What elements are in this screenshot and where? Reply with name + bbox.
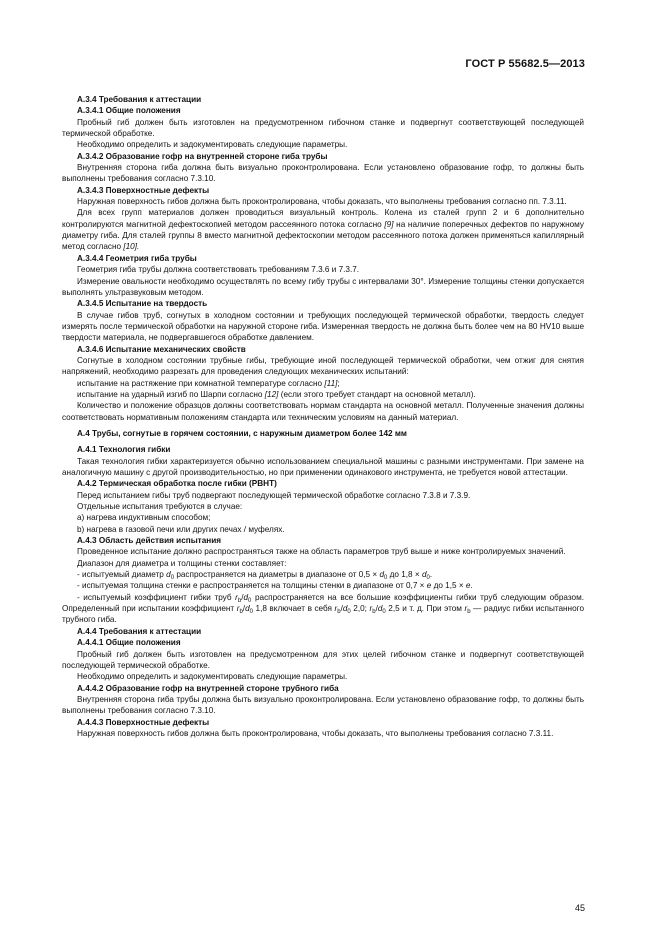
symbol-d: d xyxy=(166,570,171,580)
paragraph: В случае гибов труб, согнутых в холодном состоянии и требующих последующей термической обработки, твердость следует измерять после термической обработки на наружной стороне гиба. Измеренная твердость не должна быть более чем на 80 HV10 выше твердости материала, не подвергавшегося обработке давлением. xyxy=(62,310,584,343)
text: 2,0; xyxy=(350,604,370,614)
symbol-e: е xyxy=(465,581,471,591)
reference[interactable]: [10]. xyxy=(123,242,140,252)
subscript: 0 xyxy=(426,575,430,582)
text: / xyxy=(241,592,244,602)
list-item xyxy=(62,389,584,400)
paragraph: Измерение овальности необходимо осуществлять по всему гибу трубы с интервалами 30°. Измерение толщины стенки допускается выполнять ультразвуковым методом. xyxy=(62,276,584,297)
text: / xyxy=(340,604,343,614)
list-item xyxy=(62,378,584,389)
list-item: b) нагрева в газовой печи или других печах / муфелях. xyxy=(77,524,285,534)
text: - испытуемая толщина стенки е распространяется на толщины стенки в диапазоне от 0,7 × xyxy=(77,581,427,591)
symbol-d: d xyxy=(243,592,249,602)
paragraph: Необходимо определить и задокументировать следующие параметры. xyxy=(77,672,348,682)
heading-a344: А.3.4.4 Геометрия гиба трубы xyxy=(77,253,197,263)
paragraph: Диапазон для диаметра и толщины стенки составляет: xyxy=(77,558,287,568)
symbol-e: е xyxy=(426,581,432,591)
heading-a41: А.4.1 Технология гибки xyxy=(77,445,171,455)
subscript: b xyxy=(467,609,471,616)
text: 1,8 включает в себя xyxy=(252,604,335,614)
paragraph: Пробный гиб должен быть изготовлен на предусмотренном для этих целей гибочном станке и подвергнут соответствующей последующей термической обработке. xyxy=(62,649,584,670)
subscript: 0 xyxy=(170,575,175,582)
subscript: b xyxy=(372,609,376,616)
symbol-d: d xyxy=(377,604,383,614)
text: - испытуемый диаметр xyxy=(77,570,167,580)
subscript: 0 xyxy=(347,609,351,616)
paragraph: Такая технология гибки характеризуется обычно использованием специальной машины с разными инструментами. При замене на аналогичную машину с другой производительностью, но при применении одинакового инструмента, не требуется новой аттестации. xyxy=(62,456,584,477)
symbol-d: d xyxy=(421,570,427,580)
subscript: 0 xyxy=(248,597,252,604)
subscript: b xyxy=(237,597,242,604)
heading-a44: А.4.4 Требования к аттестации xyxy=(77,626,202,636)
reference[interactable]: [11] xyxy=(324,378,338,388)
heading-a346: А.3.4.6 Испытание механических свойств xyxy=(77,344,246,354)
symbol-r: r xyxy=(235,592,238,602)
paragraph: Необходимо определить и задокументировать следующие параметры. xyxy=(77,140,348,150)
page-number: 45 xyxy=(574,903,585,913)
heading-a342: А.3.4.2 Образование гофр на внутренней стороне гиба трубы xyxy=(77,151,328,161)
paragraph: Внутренняя сторона гиба трубы должна быть визуально проконтролирована. Если установлено образование гофр, то должны быть выполнены требования согласно 7.3.10. xyxy=(62,694,584,716)
text: на наличие поперечных дефектов по наружному диаметру гиба. Для сталей группы 8 вместо магнитной дефектоскопии методом рассеянного потока должен применяться капиллярный метод согласно xyxy=(62,219,584,252)
subscript: 0 xyxy=(249,609,253,616)
standard-header: ГОСТ Р 55682.5—2013 xyxy=(465,58,585,70)
text: Для всех групп материалов должен проводиться визуальный контроль. Колена из сталей групп 2 и 6 дополнительно контролируются магнитной дефектоскопией методом рассеянного потока согласно xyxy=(62,208,584,229)
heading-a343: А.3.4.3 Поверхностные дефекты xyxy=(77,185,210,195)
heading-a345: А.3.4.5 Испытание на твердость xyxy=(77,299,208,309)
paragraph: Геометрия гиба трубы должна соответствовать требованиям 7.3.6 и 7.3.7. xyxy=(77,265,360,275)
symbol-r: r xyxy=(369,604,373,614)
text: (если этого требует стандарт на основной металл). xyxy=(278,389,476,399)
paragraph: Отдельные испытания требуются в случае: xyxy=(77,502,243,512)
document-body xyxy=(62,94,584,739)
text: ; xyxy=(337,378,340,388)
symbol-r: r xyxy=(334,604,338,614)
heading-a4: А.4 Трубы, согнутые в горячем состоянии, с наружным диаметром более 142 мм xyxy=(77,428,407,438)
paragraph: Внутренняя сторона гиба должна быть визуально проконтролирована. Если установлено образование гофр, то должны быть выполнены требования согласно 7.3.10. xyxy=(62,163,584,184)
subscript: b xyxy=(239,609,243,616)
paragraph: Согнутые в холодном состоянии трубные гибы, требующие иной последующей термической обработки, чем отжиг для снятия напряжений, необходимо разрезать для проведения следующих механических испытаний: xyxy=(62,355,584,377)
text: распространяется на диаметры в диапазоне от 0,5 × xyxy=(174,570,380,580)
heading-a43: А.4.3 Область действия испытания xyxy=(77,536,222,546)
paragraph: Перед испытанием гибы труб подвергают последующей термической обработке согласно 7.3.8 и 7.3.9. xyxy=(77,490,471,500)
text: испытание на растяжение при комнатной температуре согласно xyxy=(77,378,325,388)
heading-a341: А.3.4.1 Общие положения xyxy=(77,106,181,116)
text: / xyxy=(375,604,378,614)
subscript: 0 xyxy=(382,609,386,616)
symbol-r: r xyxy=(464,604,468,614)
paragraph: Проведенное испытание должно распространяться также на область параметров труб выше и ниже контролируемых значений. xyxy=(77,547,566,557)
paragraph xyxy=(62,207,584,252)
symbol-d: d xyxy=(379,570,384,580)
symbol-d: d xyxy=(342,604,348,614)
heading-a34: А.3.4 Требования к аттестации xyxy=(77,95,202,104)
text: до 1,8 × xyxy=(387,570,422,580)
symbol-r: r xyxy=(236,604,240,614)
reference[interactable]: [12] xyxy=(264,389,279,399)
symbol-d: d xyxy=(245,604,250,614)
list-item: a) нагрева индуктивным способом; xyxy=(77,513,211,523)
subscript: b xyxy=(337,609,341,616)
list-item xyxy=(62,580,584,591)
list-item xyxy=(62,592,584,626)
text: . xyxy=(429,570,433,580)
text: распространяется на все большие коэффициенты гибки труб следующим образом. Определенный при испытании коэффициент xyxy=(62,592,584,614)
text: 2,5 и т. д. При этом xyxy=(385,604,465,614)
paragraph: Пробный гиб должен быть изготовлен на предусмотренном гибочном станке и подвергнут соответствующей последующей термической обработке. xyxy=(62,117,584,139)
text: испытание на ударный изгиб по Шарпи согласно xyxy=(77,389,265,399)
list-item xyxy=(62,569,584,580)
text: / xyxy=(242,604,246,614)
text: — радиус гибки испытанного трубного гиба. xyxy=(62,604,584,625)
reference[interactable]: [9] xyxy=(384,219,394,229)
text: до 1,5 × xyxy=(431,581,466,591)
paragraph: Наружная поверхность гибов должна быть проконтролирована, чтобы доказать, что выполнены требования согласно 7.3.11. xyxy=(77,728,554,738)
text: - испытуемый коэффициент гибки труб xyxy=(77,592,236,602)
paragraph: Количество и положение образцов должны соответствовать нормам стандарта на основной металл. Полученные значения должны соответствовать нормативным положениям стандарта или техническим условиям на данный материал. xyxy=(62,401,584,422)
heading-a443: А.4.4.3 Поверхностные дефекты xyxy=(77,717,210,727)
subscript: 0 xyxy=(384,575,388,582)
heading-a441: А.4.4.1 Общие положения xyxy=(77,638,181,648)
heading-a42: А.4.2 Термическая обработка после гибки (PBHT) xyxy=(77,479,277,489)
text: . xyxy=(470,581,473,591)
heading-a442: А.4.4.2 Образование гофр на внутренней стороне трубного гиба xyxy=(77,683,339,693)
paragraph: Наружная поверхность гибов должна быть проконтролирована, чтобы доказать, что выполнены требования согласно пп. 7.3.11. xyxy=(77,197,567,207)
